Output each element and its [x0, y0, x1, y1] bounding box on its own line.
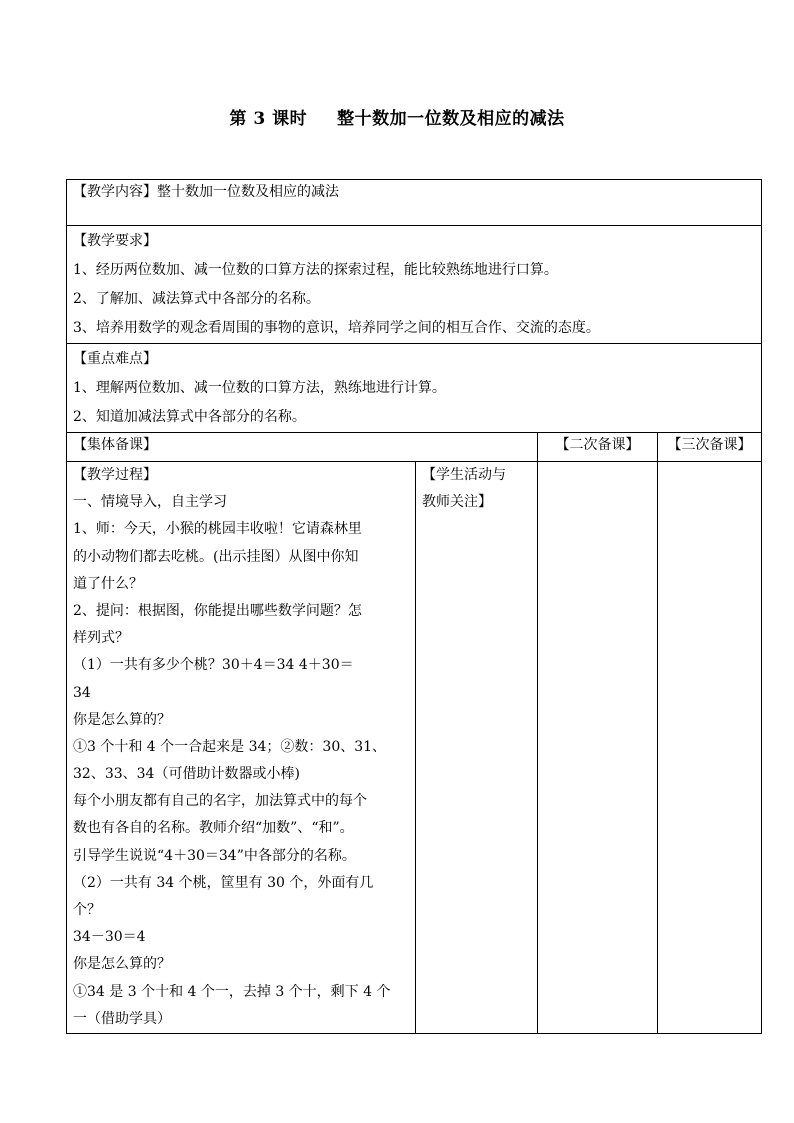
content-row [67, 180, 762, 226]
process-line: 你是怎么算的？ [73, 956, 171, 973]
third-prep-header: 【三次备课】 [667, 437, 752, 453]
process-line: （1）一共有多少个桃？30＋4＝34 4＋30＝ [73, 657, 354, 674]
process-line: ①3 个十和 4 个一合起来是 34；②数：30、31、 [73, 738, 387, 755]
key-point-item: 2、知道加减法算式中各部分的名称。 [73, 409, 306, 425]
process-line: 引导学生说说“4＋30＝34”中各部分的名称。 [73, 847, 356, 864]
column-header-row [67, 433, 762, 462]
process-line: 一、情境导入，自主学习 [73, 494, 227, 511]
process-line: 样列式？ [73, 630, 129, 647]
process-line: 2、提问：根据图，你能提出哪些数学问题？怎 [73, 602, 362, 619]
process-line: 34－30＝4 [73, 929, 146, 946]
process-line: （2）一共有 34 个桃，筐里有 30 个，外面有几 [73, 874, 374, 891]
collective-prep-header: 【集体备课】 [73, 437, 157, 453]
lesson-topic: 整十数加一位数及相应的减法 [337, 109, 565, 129]
key-point-item: 1、理解两位数加、减一位数的口算方法，熟练地进行计算。 [73, 380, 446, 396]
key-points-row [67, 344, 762, 433]
requirement-item: 1、经历两位数加、减一位数的口算方法的探索过程，能比较熟练地进行口算。 [73, 262, 558, 278]
process-line: 的小动物们都去吃桃。(出示挂图）从图中你知 [73, 548, 359, 565]
process-line: 你是怎么算的？ [73, 711, 171, 728]
process-line: 1、师：今天，小猴的桃园丰收啦！它请森林里 [73, 521, 362, 538]
requirement-item: 3、培养用数学的观念看周围的事物的意识，培养同学之间的相互合作、交流的态度。 [73, 320, 600, 336]
second-prep-header: 【二次备课】 [555, 437, 640, 453]
student-activity-cell [416, 462, 538, 1034]
process-line: 34 [73, 684, 91, 701]
page-title [0, 104, 794, 129]
process-row [67, 462, 762, 1034]
requirements-row [67, 226, 762, 344]
process-line: 道了什么？ [73, 575, 143, 592]
student-activity-heading-1: 【学生活动与 [422, 467, 506, 483]
student-activity-heading-2: 教师关注】 [422, 494, 492, 511]
requirement-item: 2、了解加、减法算式中各部分的名称。 [73, 291, 320, 307]
second-prep-cell [538, 462, 658, 1034]
process-line: 一（借助学具） [73, 1010, 171, 1027]
key-points-heading: 【重点难点】 [73, 351, 157, 367]
process-line: ①34 是 3 个十和 4 个一，去掉 3 个十，剩下 4 个 [73, 983, 391, 1000]
lesson-number: 第 3 课时 [229, 109, 308, 129]
process-line: 个？ [73, 902, 101, 918]
process-line: 32、33、34（可借助计数器或小棒) [73, 766, 300, 783]
lesson-plan-table [66, 179, 762, 1034]
process-heading: 【教学过程】 [73, 467, 157, 483]
requirements-heading: 【教学要求】 [73, 233, 157, 249]
process-line: 数也有各自的名称。教师介绍“加数”、“和”。 [73, 820, 354, 837]
third-prep-cell [658, 462, 762, 1034]
teaching-content: 【教学内容】整十数加一位数及相应的减法 [73, 184, 339, 200]
process-line: 每个小朋友都有自己的名字，加法算式中的每个 [73, 793, 367, 810]
teaching-process-cell [67, 462, 416, 1034]
